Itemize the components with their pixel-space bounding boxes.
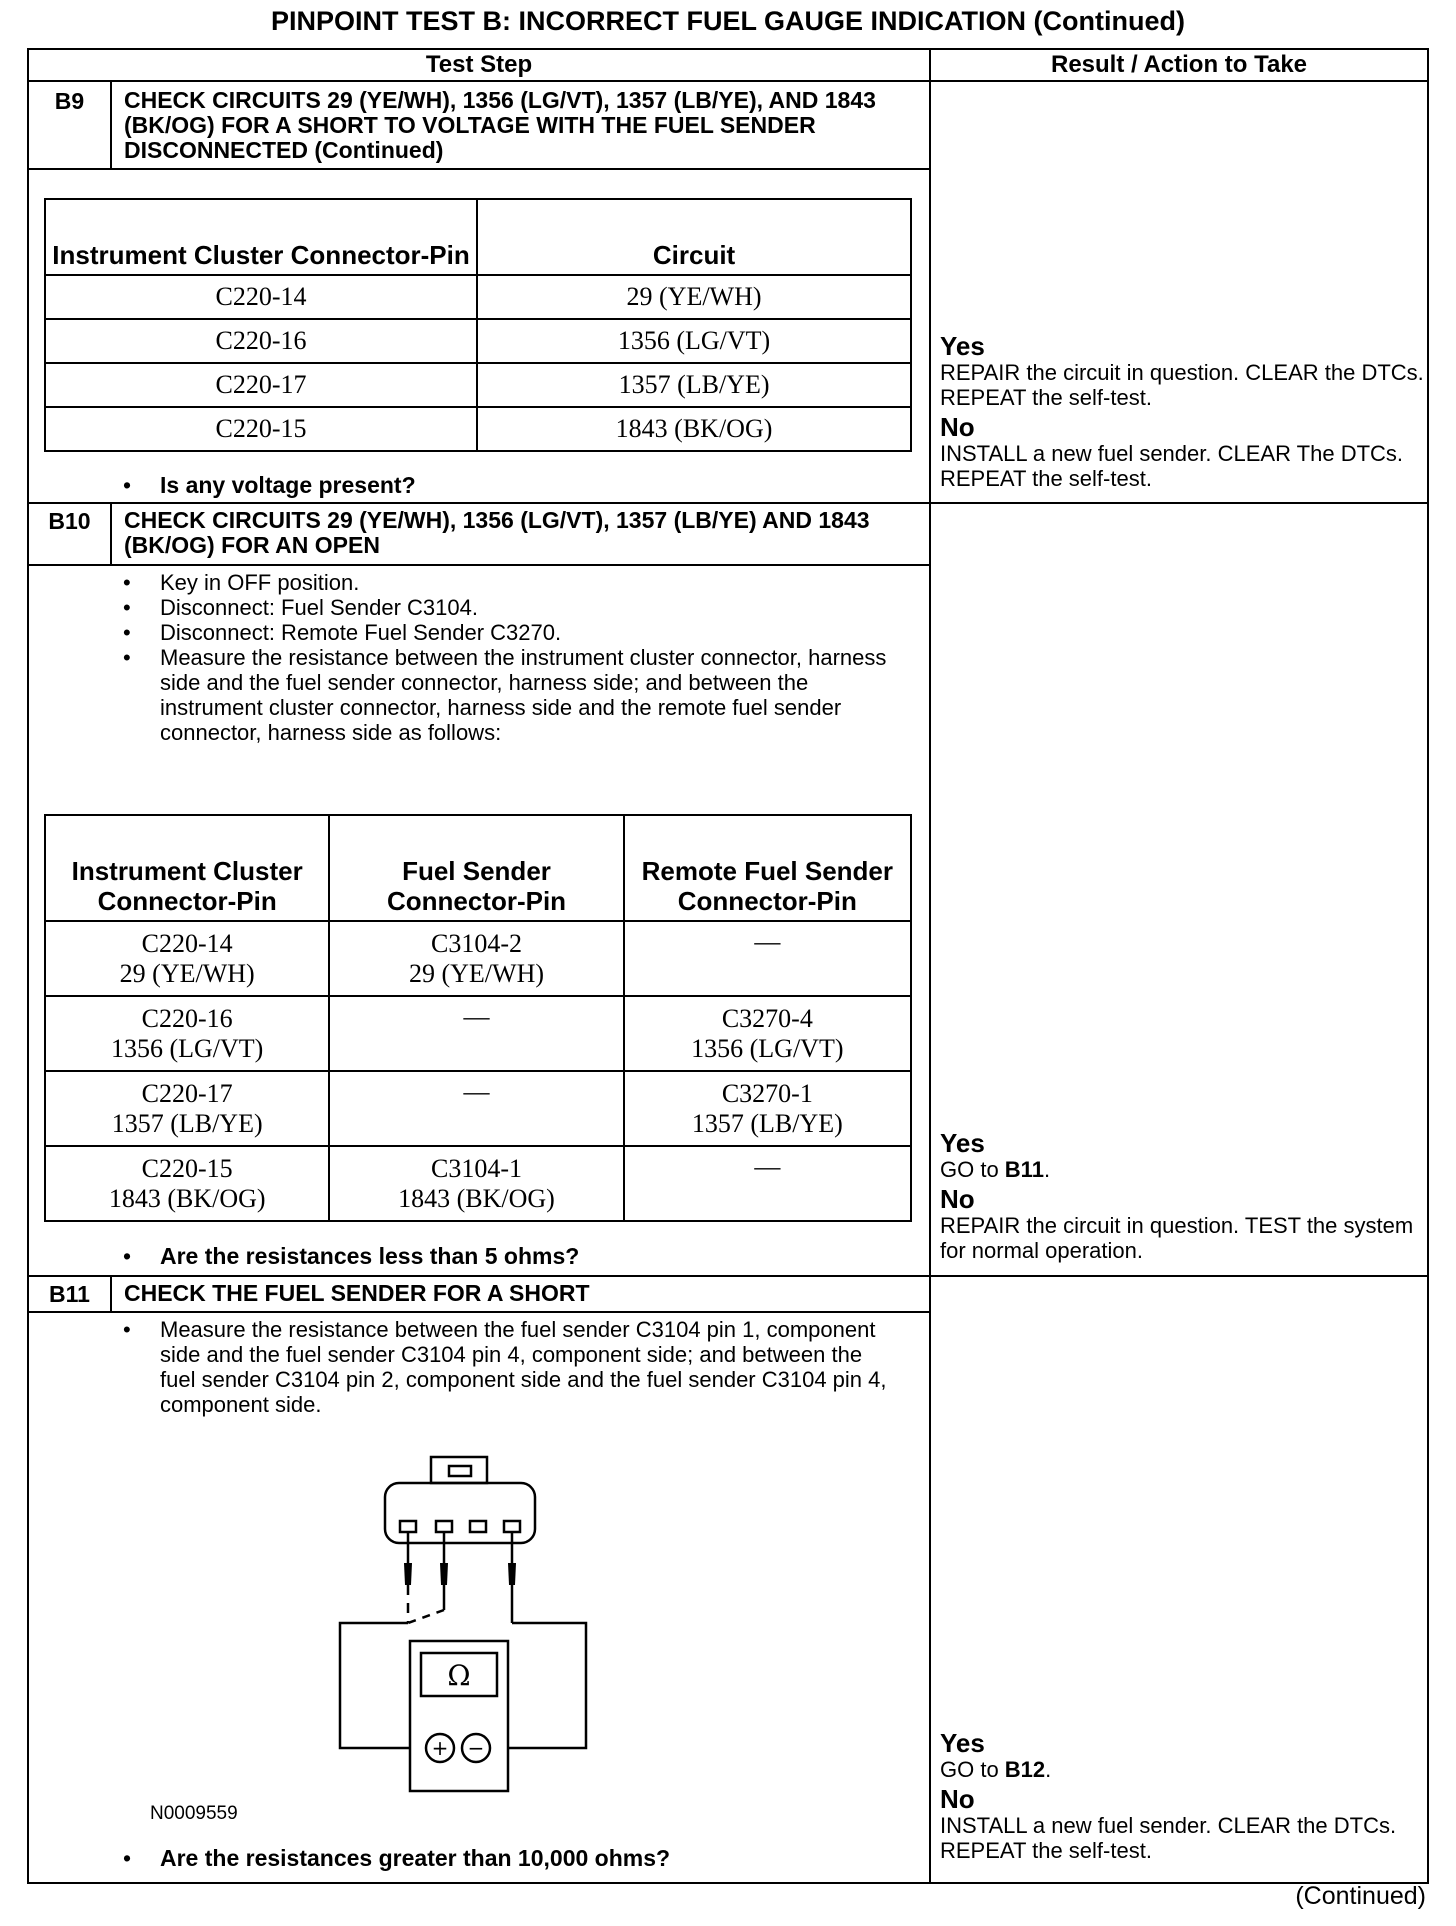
b10-col-fuel-sender-pin: Fuel Sender Connector-Pin bbox=[329, 815, 623, 921]
table-cell: C3104-2 29 (YE/WH) bbox=[329, 921, 623, 996]
list-item: • Key in OFF position. bbox=[123, 570, 903, 595]
table-cell: — bbox=[329, 996, 623, 1071]
b10-yes-label: Yes bbox=[940, 1128, 985, 1158]
probe-lead-dashed bbox=[408, 1610, 444, 1623]
table-cell: — bbox=[624, 921, 911, 996]
meter-lead-positive-loop bbox=[508, 1623, 586, 1748]
b10-col-remote-sender-pin: Remote Fuel Sender Connector-Pin bbox=[624, 815, 911, 921]
table-cell: C220-17 bbox=[45, 363, 477, 407]
b11-yes-text: GO to B12. bbox=[940, 1757, 1052, 1782]
minus-sign: − bbox=[467, 1736, 485, 1760]
table-cell: — bbox=[624, 1146, 911, 1221]
b10-heading-divider bbox=[27, 564, 931, 566]
table-cell: C220-14 29 (YE/WH) bbox=[45, 921, 329, 996]
list-item: • Disconnect: Remote Fuel Sender C3270. bbox=[123, 620, 903, 645]
b11-result bbox=[940, 1730, 1430, 1863]
b10-yes-text: GO to B11. bbox=[940, 1157, 1051, 1182]
table-row bbox=[45, 921, 911, 996]
b10-question: • Are the resistances less than 5 ohms? bbox=[123, 1243, 580, 1269]
meter-lead-negative-loop bbox=[340, 1623, 410, 1748]
b9-question: • Is any voltage present? bbox=[123, 472, 416, 498]
b9-result bbox=[940, 333, 1430, 491]
b11-no-label: No bbox=[940, 1784, 975, 1814]
b10-col-cluster-pin: Instrument Cluster Connector-Pin bbox=[45, 815, 329, 921]
table-row bbox=[45, 363, 911, 407]
b9-b10-divider bbox=[27, 502, 1429, 504]
continued-label: (Continued) bbox=[1295, 1882, 1426, 1910]
list-item: • Disconnect: Fuel Sender C3104. bbox=[123, 595, 903, 620]
b10-no-text: REPAIR the circuit in question. TEST the system for normal operation. bbox=[940, 1213, 1414, 1263]
b10-result bbox=[940, 1130, 1430, 1263]
b10-instructions bbox=[123, 570, 903, 745]
probe-tip bbox=[404, 1563, 412, 1585]
b11-instructions bbox=[123, 1317, 903, 1417]
table-row bbox=[45, 275, 911, 319]
table-cell: C220-17 1357 (LB/YE) bbox=[45, 1071, 329, 1146]
b9-table bbox=[44, 198, 912, 452]
b11-question: • Are the resistances greater than 10,000 ohms? bbox=[123, 1845, 671, 1871]
table-cell: C220-15 1843 (BK/OG) bbox=[45, 1146, 329, 1221]
b9-col-cluster-pin: Instrument Cluster Connector-Pin bbox=[45, 199, 477, 275]
plus-sign: + bbox=[431, 1736, 449, 1760]
b9-step-id: B9 bbox=[54, 88, 85, 114]
figure-id: N0009559 bbox=[150, 1803, 238, 1824]
connector-pin bbox=[400, 1521, 416, 1532]
b11-heading: CHECK THE FUEL SENDER FOR A SHORT bbox=[124, 1280, 590, 1306]
table-cell: 29 (YE/WH) bbox=[477, 275, 911, 319]
table-cell: 1843 (BK/OG) bbox=[477, 407, 911, 451]
b10-no-label: No bbox=[940, 1184, 975, 1214]
table-row bbox=[45, 319, 911, 363]
b9-id-divider bbox=[110, 80, 112, 170]
table-row bbox=[45, 1071, 911, 1146]
table-row bbox=[45, 996, 911, 1071]
list-item: • Measure the resistance between the instrument cluster connector, harness side and the fuel sender connector, harness side; and between the instrument cluster connector, harness side and the remote fuel sender connector, harness side as follows: bbox=[123, 645, 903, 745]
header-result: Result / Action to Take bbox=[929, 48, 1429, 82]
connector-pin bbox=[436, 1521, 452, 1532]
connector-latch bbox=[431, 1457, 487, 1483]
b10-heading: CHECK CIRCUITS 29 (YE/WH), 1356 (LG/VT), 1357 (LB/YE) AND 1843 (BK/OG) FOR AN OPEN bbox=[124, 507, 870, 558]
table-cell: C3270-4 1356 (LG/VT) bbox=[624, 996, 911, 1071]
probe-tip bbox=[508, 1563, 516, 1585]
b10-id-divider bbox=[110, 502, 112, 565]
table-cell: C220-16 1356 (LG/VT) bbox=[45, 996, 329, 1071]
table-cell: C220-14 bbox=[45, 275, 477, 319]
b9-yes-label: Yes bbox=[940, 331, 985, 361]
connector-pin bbox=[470, 1521, 486, 1532]
b9-heading: CHECK CIRCUITS 29 (YE/WH), 1356 (LG/VT), 1357 (LB/YE), AND 1843 (BK/OG) FOR A SHORT TO VOLTAGE WITH THE FUEL SENDER DISCONNECTED (Continued) bbox=[124, 87, 876, 163]
b11-heading-divider bbox=[27, 1311, 931, 1313]
b9-no-text: INSTALL a new fuel sender. CLEAR The DTCs. REPEAT the self-test. bbox=[940, 441, 1404, 491]
b11-id-divider bbox=[110, 1275, 112, 1313]
b9-col-circuit: Circuit bbox=[477, 199, 911, 275]
b9-yes-text: REPAIR the circuit in question. CLEAR the DTCs. REPEAT the self-test. bbox=[940, 360, 1424, 410]
header-test-step: Test Step bbox=[27, 48, 931, 82]
page-title: PINPOINT TEST B: INCORRECT FUEL GAUGE INDICATION (Continued) bbox=[271, 6, 1185, 36]
b9-no-label: No bbox=[940, 412, 975, 442]
b10-b11-divider bbox=[27, 1275, 1429, 1277]
connector-pin bbox=[504, 1521, 520, 1532]
b11-step-id: B11 bbox=[49, 1281, 90, 1307]
list-item: • Measure the resistance between the fuel sender C3104 pin 1, component side and the fuel sender C3104 pin 4, component side; and between the fuel sender C3104 pin 2, component side and the fuel sender C3104 pin 4, component side. bbox=[123, 1317, 903, 1417]
connector-latch-slot bbox=[449, 1466, 471, 1476]
ohmmeter-diagram bbox=[330, 1455, 590, 1795]
ohm-symbol: Ω bbox=[447, 1659, 471, 1692]
table-row bbox=[45, 1146, 911, 1221]
table-cell: C220-16 bbox=[45, 319, 477, 363]
table-cell: — bbox=[329, 1071, 623, 1146]
probe-tip bbox=[440, 1563, 448, 1585]
b11-no-text: INSTALL a new fuel sender. CLEAR the DTCs. REPEAT the self-test. bbox=[940, 1813, 1397, 1863]
table-row bbox=[45, 407, 911, 451]
b10-table bbox=[44, 814, 912, 1222]
table-cell: C3270-1 1357 (LB/YE) bbox=[624, 1071, 911, 1146]
b10-step-id: B10 bbox=[48, 508, 91, 534]
b11-yes-label: Yes bbox=[940, 1728, 985, 1758]
b9-heading-divider bbox=[27, 168, 931, 170]
table-cell: C220-15 bbox=[45, 407, 477, 451]
table-cell: 1357 (LB/YE) bbox=[477, 363, 911, 407]
table-cell: C3104-1 1843 (BK/OG) bbox=[329, 1146, 623, 1221]
column-divider bbox=[929, 80, 931, 1884]
table-cell: 1356 (LG/VT) bbox=[477, 319, 911, 363]
